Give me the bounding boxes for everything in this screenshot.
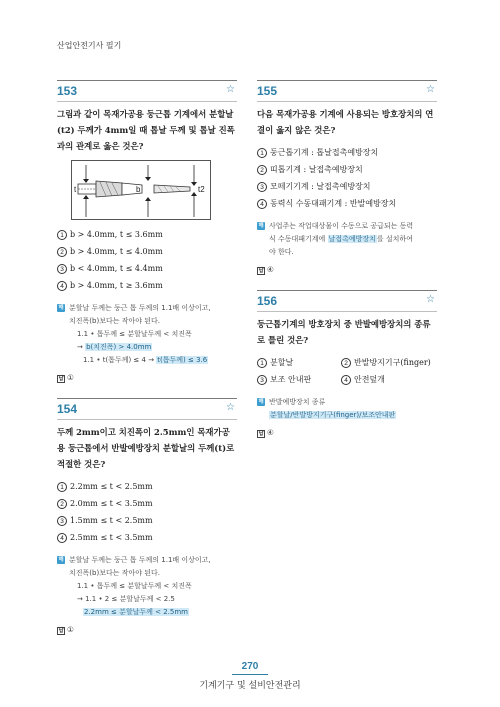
- explanation-line: [269, 233, 437, 246]
- question-155: [257, 80, 437, 275]
- explanation-icon: 해: [58, 305, 64, 311]
- options-list: [57, 478, 237, 546]
- option-text: b > 4.0mm, t ≤ 4.0mm: [70, 247, 163, 256]
- answer: [257, 265, 437, 275]
- option-3[interactable]: [257, 371, 341, 388]
- divider: [57, 419, 237, 420]
- star-icon: ☆: [426, 294, 435, 305]
- question-header: [257, 80, 437, 100]
- option-text: 2.2mm ≤ t < 2.5mm: [70, 482, 153, 491]
- label-t2: t2: [198, 185, 205, 194]
- option-number: 4: [57, 281, 67, 291]
- page-number: 270: [241, 661, 259, 672]
- answer-value: ①: [67, 625, 74, 634]
- saw-blade-diagram: [72, 161, 212, 221]
- option-text: 보조 안내판: [270, 375, 312, 384]
- question-text: 둥근톱기계의 방호장치 중 반발예방장치의 종류로 틀린 것은?: [257, 319, 431, 345]
- option-1[interactable]: [57, 226, 237, 243]
- explanation-formula: [69, 341, 237, 354]
- chapter-title: 기계기구 및 설비안전관리: [199, 681, 301, 691]
- explanation-icon: 해: [58, 557, 64, 563]
- explanation-line: 분할날 두께는 둥근 톱 두께의 1.1배 이상이고,: [69, 556, 211, 564]
- option-2[interactable]: [257, 161, 437, 178]
- question-156: [257, 290, 437, 438]
- option-number: 3: [257, 375, 267, 385]
- option-4[interactable]: [57, 529, 237, 546]
- explanation-line: [269, 409, 437, 422]
- options-list: [57, 226, 237, 294]
- question-153: [57, 80, 237, 383]
- option-3[interactable]: [57, 260, 237, 277]
- option-text: b > 4.0mm, t ≥ 3.6mm: [70, 281, 163, 290]
- answer: [57, 373, 237, 383]
- explanation: [57, 302, 237, 367]
- explanation-icon: 해: [258, 399, 264, 405]
- question-number: 153: [57, 84, 78, 98]
- star-icon: ☆: [226, 402, 235, 413]
- option-4[interactable]: [341, 371, 437, 388]
- text-run: 를 설치하여: [376, 235, 413, 243]
- question-154: [57, 398, 237, 635]
- explanation-line: 분할날 두께는 둥근 톱 두께의 1.1배 이상이고,: [69, 304, 211, 312]
- option-number: 3: [257, 182, 267, 192]
- option-text: 2.0mm ≤ t < 3.5mm: [70, 499, 153, 508]
- option-number: 4: [341, 375, 351, 385]
- option-number: 2: [341, 358, 351, 368]
- question-header: [257, 290, 437, 310]
- explanation-line: 야 한다.: [269, 248, 294, 256]
- star-icon: ☆: [226, 84, 235, 95]
- explanation-formula: → 1.1 • 2 ≤ 분할날두께 < 2.5: [77, 595, 175, 603]
- option-text: 1.5mm ≤ t < 2.5mm: [70, 516, 153, 525]
- explanation-line: 치진폭(b)보다는 작아야 된다.: [69, 317, 160, 325]
- highlight: 2.2mm ≤ 분할날두께 < 2.5mm: [84, 608, 188, 616]
- option-text: 반발방지기구(finger): [354, 358, 431, 367]
- option-number: 1: [57, 230, 67, 240]
- page-number-rule: [232, 674, 268, 675]
- text-run: 식 수동대패기계에: [269, 235, 328, 243]
- option-text: 띠톱기계 : 날접촉예방장치: [270, 165, 363, 174]
- answer-icon: 답: [258, 268, 264, 274]
- divider: [57, 101, 237, 102]
- option-2[interactable]: [57, 243, 237, 260]
- star-icon: ☆: [426, 84, 435, 95]
- option-number: 4: [257, 199, 267, 209]
- question-text: 그림과 같이 목재가공용 둥근톱 기계에서 분할날(t2) 두께가 4mm일 때 톱날 두께 및 톱날 진폭과의 관계로 옳은 것은?: [57, 109, 235, 151]
- saw-blade-figure: [71, 160, 211, 220]
- answer-icon: 답: [58, 628, 64, 634]
- option-number: 3: [57, 516, 67, 526]
- option-2[interactable]: [341, 354, 437, 371]
- highlight: b(치진폭) > 4.0mm: [86, 343, 152, 351]
- explanation-formula: 1.1 • 톱두께 ≤ 분할날두께 < 치진폭: [77, 330, 192, 338]
- explanation: [257, 396, 437, 422]
- option-text: 모떼기기계 : 날접촉예방장치: [270, 182, 371, 191]
- option-number: 3: [57, 264, 67, 274]
- running-header: 산업안전기사 필기: [57, 41, 122, 50]
- answer: [57, 625, 237, 635]
- answer: [257, 428, 437, 438]
- option-1[interactable]: [57, 478, 237, 495]
- question-number: 154: [57, 402, 78, 416]
- option-3[interactable]: [57, 512, 237, 529]
- answer-value: ④: [267, 265, 274, 274]
- highlight: 분할날/반발방지기구(finger)/보조안내판: [270, 411, 396, 419]
- label-t: t: [74, 185, 77, 194]
- option-number: 2: [57, 499, 67, 509]
- question-text: 다음 목재가공용 기계에 사용되는 방호장치의 연결이 옳지 않은 것은?: [257, 109, 434, 135]
- explanation-line: 사업주는 작업대상물이 수동으로 공급되는 동력: [269, 222, 414, 230]
- option-2[interactable]: [57, 495, 237, 512]
- answer-icon: 답: [58, 376, 64, 382]
- explanation-line: 반발예방장치 종류: [269, 398, 326, 406]
- formula-prefix: 1.1 • t(톱두께) ≤ 4 →: [83, 356, 157, 364]
- option-1[interactable]: [257, 144, 437, 161]
- option-number: 1: [57, 482, 67, 492]
- option-number: 2: [257, 165, 267, 175]
- question-number: 155: [257, 84, 278, 98]
- label-b: b: [136, 185, 141, 194]
- explanation-formula: [69, 354, 237, 367]
- explanation: [57, 554, 237, 619]
- question-header: [57, 398, 237, 418]
- option-4[interactable]: [57, 277, 237, 294]
- option-text: 동력식 수동대패기계 : 반발예방장치: [270, 199, 397, 208]
- answer-icon: 답: [258, 431, 264, 437]
- option-text: 분할날: [270, 358, 294, 367]
- options-list: [257, 144, 437, 212]
- option-text: b > 4.0mm, t ≤ 3.6mm: [70, 230, 163, 239]
- explanation: [257, 220, 437, 259]
- option-number: 2: [57, 247, 67, 257]
- explanation-line: 치진폭(b)보다는 작아야 된다.: [69, 569, 160, 577]
- options-grid: [257, 354, 437, 388]
- explanation-formula: [69, 606, 237, 619]
- answer-value: ①: [67, 373, 74, 382]
- option-number: 4: [57, 533, 67, 543]
- option-number: 1: [257, 358, 267, 368]
- highlight: 날접촉예방장치: [328, 235, 376, 243]
- option-number: 1: [257, 148, 267, 158]
- highlight: t(톱두께) ≤ 3.6: [157, 356, 208, 364]
- option-text: 둥근톱기계 : 톱날접촉예방장치: [270, 148, 379, 157]
- option-text: 2.5mm ≤ t < 3.5mm: [70, 533, 153, 542]
- answer-value: ④: [267, 428, 274, 437]
- option-text: b < 4.0mm, t ≤ 4.4mm: [70, 264, 163, 273]
- option-1[interactable]: [257, 354, 341, 371]
- explanation-icon: 해: [258, 223, 264, 229]
- option-text: 안전덮개: [354, 375, 385, 384]
- question-header: [57, 80, 237, 100]
- question-number: 156: [257, 294, 278, 308]
- formula-prefix: →: [77, 343, 86, 351]
- explanation-formula: 1.1 • 톱두께 ≤ 분할날두께 < 치진폭: [77, 582, 192, 590]
- option-3[interactable]: [257, 178, 437, 195]
- question-text: 두께 2mm이고 치진폭이 2.5mm인 목재가공용 둥근톱에서 반발예방장치 분할날의 두께(t)로 적절한 것은?: [57, 427, 235, 469]
- option-4[interactable]: [257, 195, 437, 212]
- divider: [257, 101, 437, 102]
- divider: [257, 311, 437, 312]
